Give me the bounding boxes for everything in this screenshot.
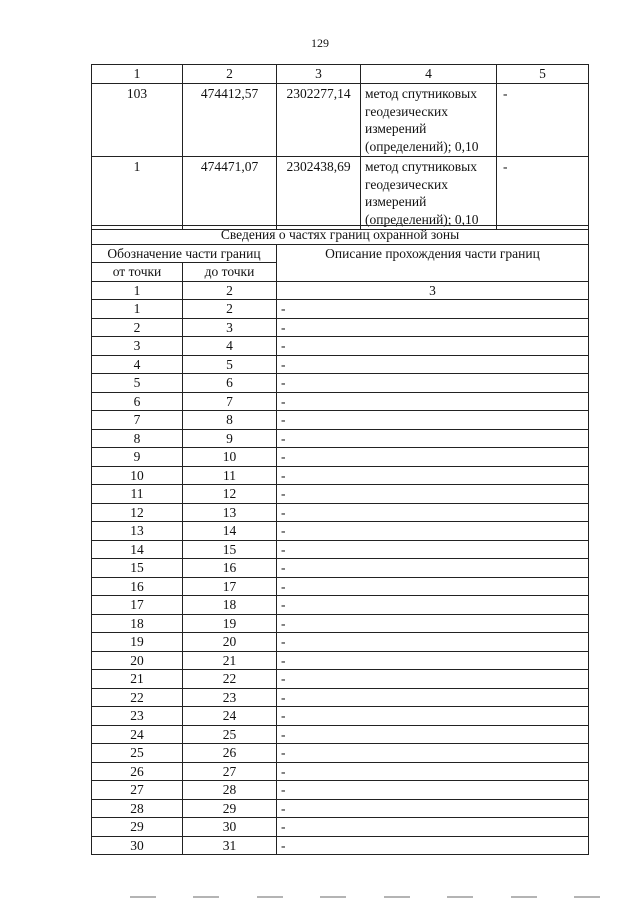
- to-point: 10: [183, 448, 277, 467]
- coord-x: 474412,57: [183, 84, 277, 157]
- from-point: 9: [92, 448, 183, 467]
- part-description: -: [277, 429, 589, 448]
- part-description: -: [277, 799, 589, 818]
- part-description: -: [277, 744, 589, 763]
- part-description: -: [277, 503, 589, 522]
- table-row: [92, 466, 589, 485]
- col-number-2: 2: [183, 65, 277, 84]
- part-description: -: [277, 466, 589, 485]
- to-point: 5: [183, 355, 277, 374]
- from-point: 7: [92, 411, 183, 430]
- to-point: 31: [183, 836, 277, 855]
- part-description: -: [277, 670, 589, 689]
- coordinates-row: [92, 157, 589, 230]
- table-row: [92, 485, 589, 504]
- table-row: [92, 762, 589, 781]
- to-point: 2: [183, 300, 277, 319]
- part-description: -: [277, 688, 589, 707]
- bottom-scan-marks: [130, 896, 600, 902]
- to-point: 14: [183, 522, 277, 541]
- part-description: -: [277, 337, 589, 356]
- coord-y: 2302438,69: [277, 157, 361, 230]
- table-row: [92, 633, 589, 652]
- from-point: 15: [92, 559, 183, 578]
- parts-header-row: [92, 244, 589, 263]
- scan-mark: [257, 896, 283, 898]
- to-point: 8: [183, 411, 277, 430]
- note-text: -: [497, 84, 589, 157]
- table-row: [92, 559, 589, 578]
- table-row: [92, 374, 589, 393]
- to-point: 6: [183, 374, 277, 393]
- from-point: 5: [92, 374, 183, 393]
- part-description: -: [277, 614, 589, 633]
- to-point: 28: [183, 781, 277, 800]
- parts-table-title: Сведения о частях границ охранной зоны: [92, 226, 589, 245]
- table-row: [92, 503, 589, 522]
- table-row: [92, 411, 589, 430]
- point-label: 1: [92, 157, 183, 230]
- from-point: 8: [92, 429, 183, 448]
- from-point: 6: [92, 392, 183, 411]
- description-header: Описание прохождения части границ: [277, 244, 589, 281]
- from-point: 18: [92, 614, 183, 633]
- from-point: 4: [92, 355, 183, 374]
- to-point: 19: [183, 614, 277, 633]
- part-description: -: [277, 411, 589, 430]
- table-row: [92, 744, 589, 763]
- table-row: [92, 651, 589, 670]
- from-point: 12: [92, 503, 183, 522]
- coordinates-table: [91, 64, 589, 230]
- part-description: -: [277, 448, 589, 467]
- coord-x: 474471,07: [183, 157, 277, 230]
- table-row: [92, 836, 589, 855]
- to-point: 17: [183, 577, 277, 596]
- part-description: -: [277, 725, 589, 744]
- boundary-parts-table: [91, 225, 589, 855]
- to-point: 4: [183, 337, 277, 356]
- part-description: -: [277, 485, 589, 504]
- from-point: 19: [92, 633, 183, 652]
- from-point: 10: [92, 466, 183, 485]
- page-number: 129: [311, 36, 329, 50]
- table-row: [92, 522, 589, 541]
- part-description: -: [277, 374, 589, 393]
- to-point: 26: [183, 744, 277, 763]
- note-text: -: [497, 157, 589, 230]
- scan-mark: [320, 896, 346, 898]
- to-point: 27: [183, 762, 277, 781]
- table-row: [92, 337, 589, 356]
- from-point: 27: [92, 781, 183, 800]
- part-description: -: [277, 522, 589, 541]
- method-text: метод спутниковых геодезических измерений (определений); 0,10: [361, 157, 497, 230]
- scan-mark: [384, 896, 410, 898]
- to-point: 23: [183, 688, 277, 707]
- table-row: [92, 725, 589, 744]
- point-label: 103: [92, 84, 183, 157]
- coordinates-header-row: [92, 65, 589, 84]
- table-row: [92, 429, 589, 448]
- table-row: [92, 818, 589, 837]
- from-point: 16: [92, 577, 183, 596]
- from-point: 22: [92, 688, 183, 707]
- part-description: -: [277, 836, 589, 855]
- from-point: 2: [92, 318, 183, 337]
- table-row: [92, 355, 589, 374]
- to-point: 13: [183, 503, 277, 522]
- from-point: 23: [92, 707, 183, 726]
- group-header: Обозначение части границ: [92, 244, 277, 263]
- to-point: 24: [183, 707, 277, 726]
- col-number-1: 1: [92, 65, 183, 84]
- table-row: [92, 799, 589, 818]
- table-row: [92, 318, 589, 337]
- to-point: 15: [183, 540, 277, 559]
- part-description: -: [277, 707, 589, 726]
- col-number-3: 3: [277, 281, 589, 300]
- to-point: 29: [183, 799, 277, 818]
- part-description: -: [277, 818, 589, 837]
- table-row: [92, 781, 589, 800]
- part-description: -: [277, 633, 589, 652]
- from-point: 13: [92, 522, 183, 541]
- col-number-2: 2: [183, 281, 277, 300]
- parts-colnum-row: [92, 281, 589, 300]
- col-number-3: 3: [277, 65, 361, 84]
- scan-mark: [447, 896, 473, 898]
- part-description: -: [277, 392, 589, 411]
- to-point: 21: [183, 651, 277, 670]
- coordinates-row: [92, 84, 589, 157]
- part-description: -: [277, 559, 589, 578]
- to-point: 12: [183, 485, 277, 504]
- from-point: 11: [92, 485, 183, 504]
- from-point: 25: [92, 744, 183, 763]
- from-point: 28: [92, 799, 183, 818]
- table-row: [92, 300, 589, 319]
- from-point-header: от точки: [92, 263, 183, 282]
- part-description: -: [277, 540, 589, 559]
- to-point: 7: [183, 392, 277, 411]
- col-number-5: 5: [497, 65, 589, 84]
- part-description: -: [277, 318, 589, 337]
- table-row: [92, 596, 589, 615]
- table-row: [92, 392, 589, 411]
- scan-mark: [511, 896, 537, 898]
- scan-mark: [193, 896, 219, 898]
- from-point: 20: [92, 651, 183, 670]
- parts-title-row: [92, 226, 589, 245]
- part-description: -: [277, 596, 589, 615]
- from-point: 17: [92, 596, 183, 615]
- method-text: метод спутниковых геодезических измерений (определений); 0,10: [361, 84, 497, 157]
- to-point: 9: [183, 429, 277, 448]
- part-description: -: [277, 781, 589, 800]
- scan-mark: [130, 896, 156, 898]
- from-point: 14: [92, 540, 183, 559]
- part-description: -: [277, 762, 589, 781]
- to-point: 11: [183, 466, 277, 485]
- from-point: 21: [92, 670, 183, 689]
- part-description: -: [277, 577, 589, 596]
- from-point: 24: [92, 725, 183, 744]
- from-point: 30: [92, 836, 183, 855]
- part-description: -: [277, 300, 589, 319]
- table-row: [92, 540, 589, 559]
- table-row: [92, 707, 589, 726]
- table-row: [92, 670, 589, 689]
- to-point-header: до точки: [183, 263, 277, 282]
- table-row: [92, 614, 589, 633]
- scan-mark: [574, 896, 600, 898]
- table-row: [92, 577, 589, 596]
- coord-y: 2302277,14: [277, 84, 361, 157]
- to-point: 16: [183, 559, 277, 578]
- table-row: [92, 448, 589, 467]
- part-description: -: [277, 651, 589, 670]
- to-point: 3: [183, 318, 277, 337]
- part-description: -: [277, 355, 589, 374]
- to-point: 30: [183, 818, 277, 837]
- from-point: 1: [92, 300, 183, 319]
- from-point: 3: [92, 337, 183, 356]
- to-point: 22: [183, 670, 277, 689]
- from-point: 29: [92, 818, 183, 837]
- to-point: 18: [183, 596, 277, 615]
- table-row: [92, 688, 589, 707]
- to-point: 20: [183, 633, 277, 652]
- col-number-4: 4: [361, 65, 497, 84]
- from-point: 26: [92, 762, 183, 781]
- col-number-1: 1: [92, 281, 183, 300]
- to-point: 25: [183, 725, 277, 744]
